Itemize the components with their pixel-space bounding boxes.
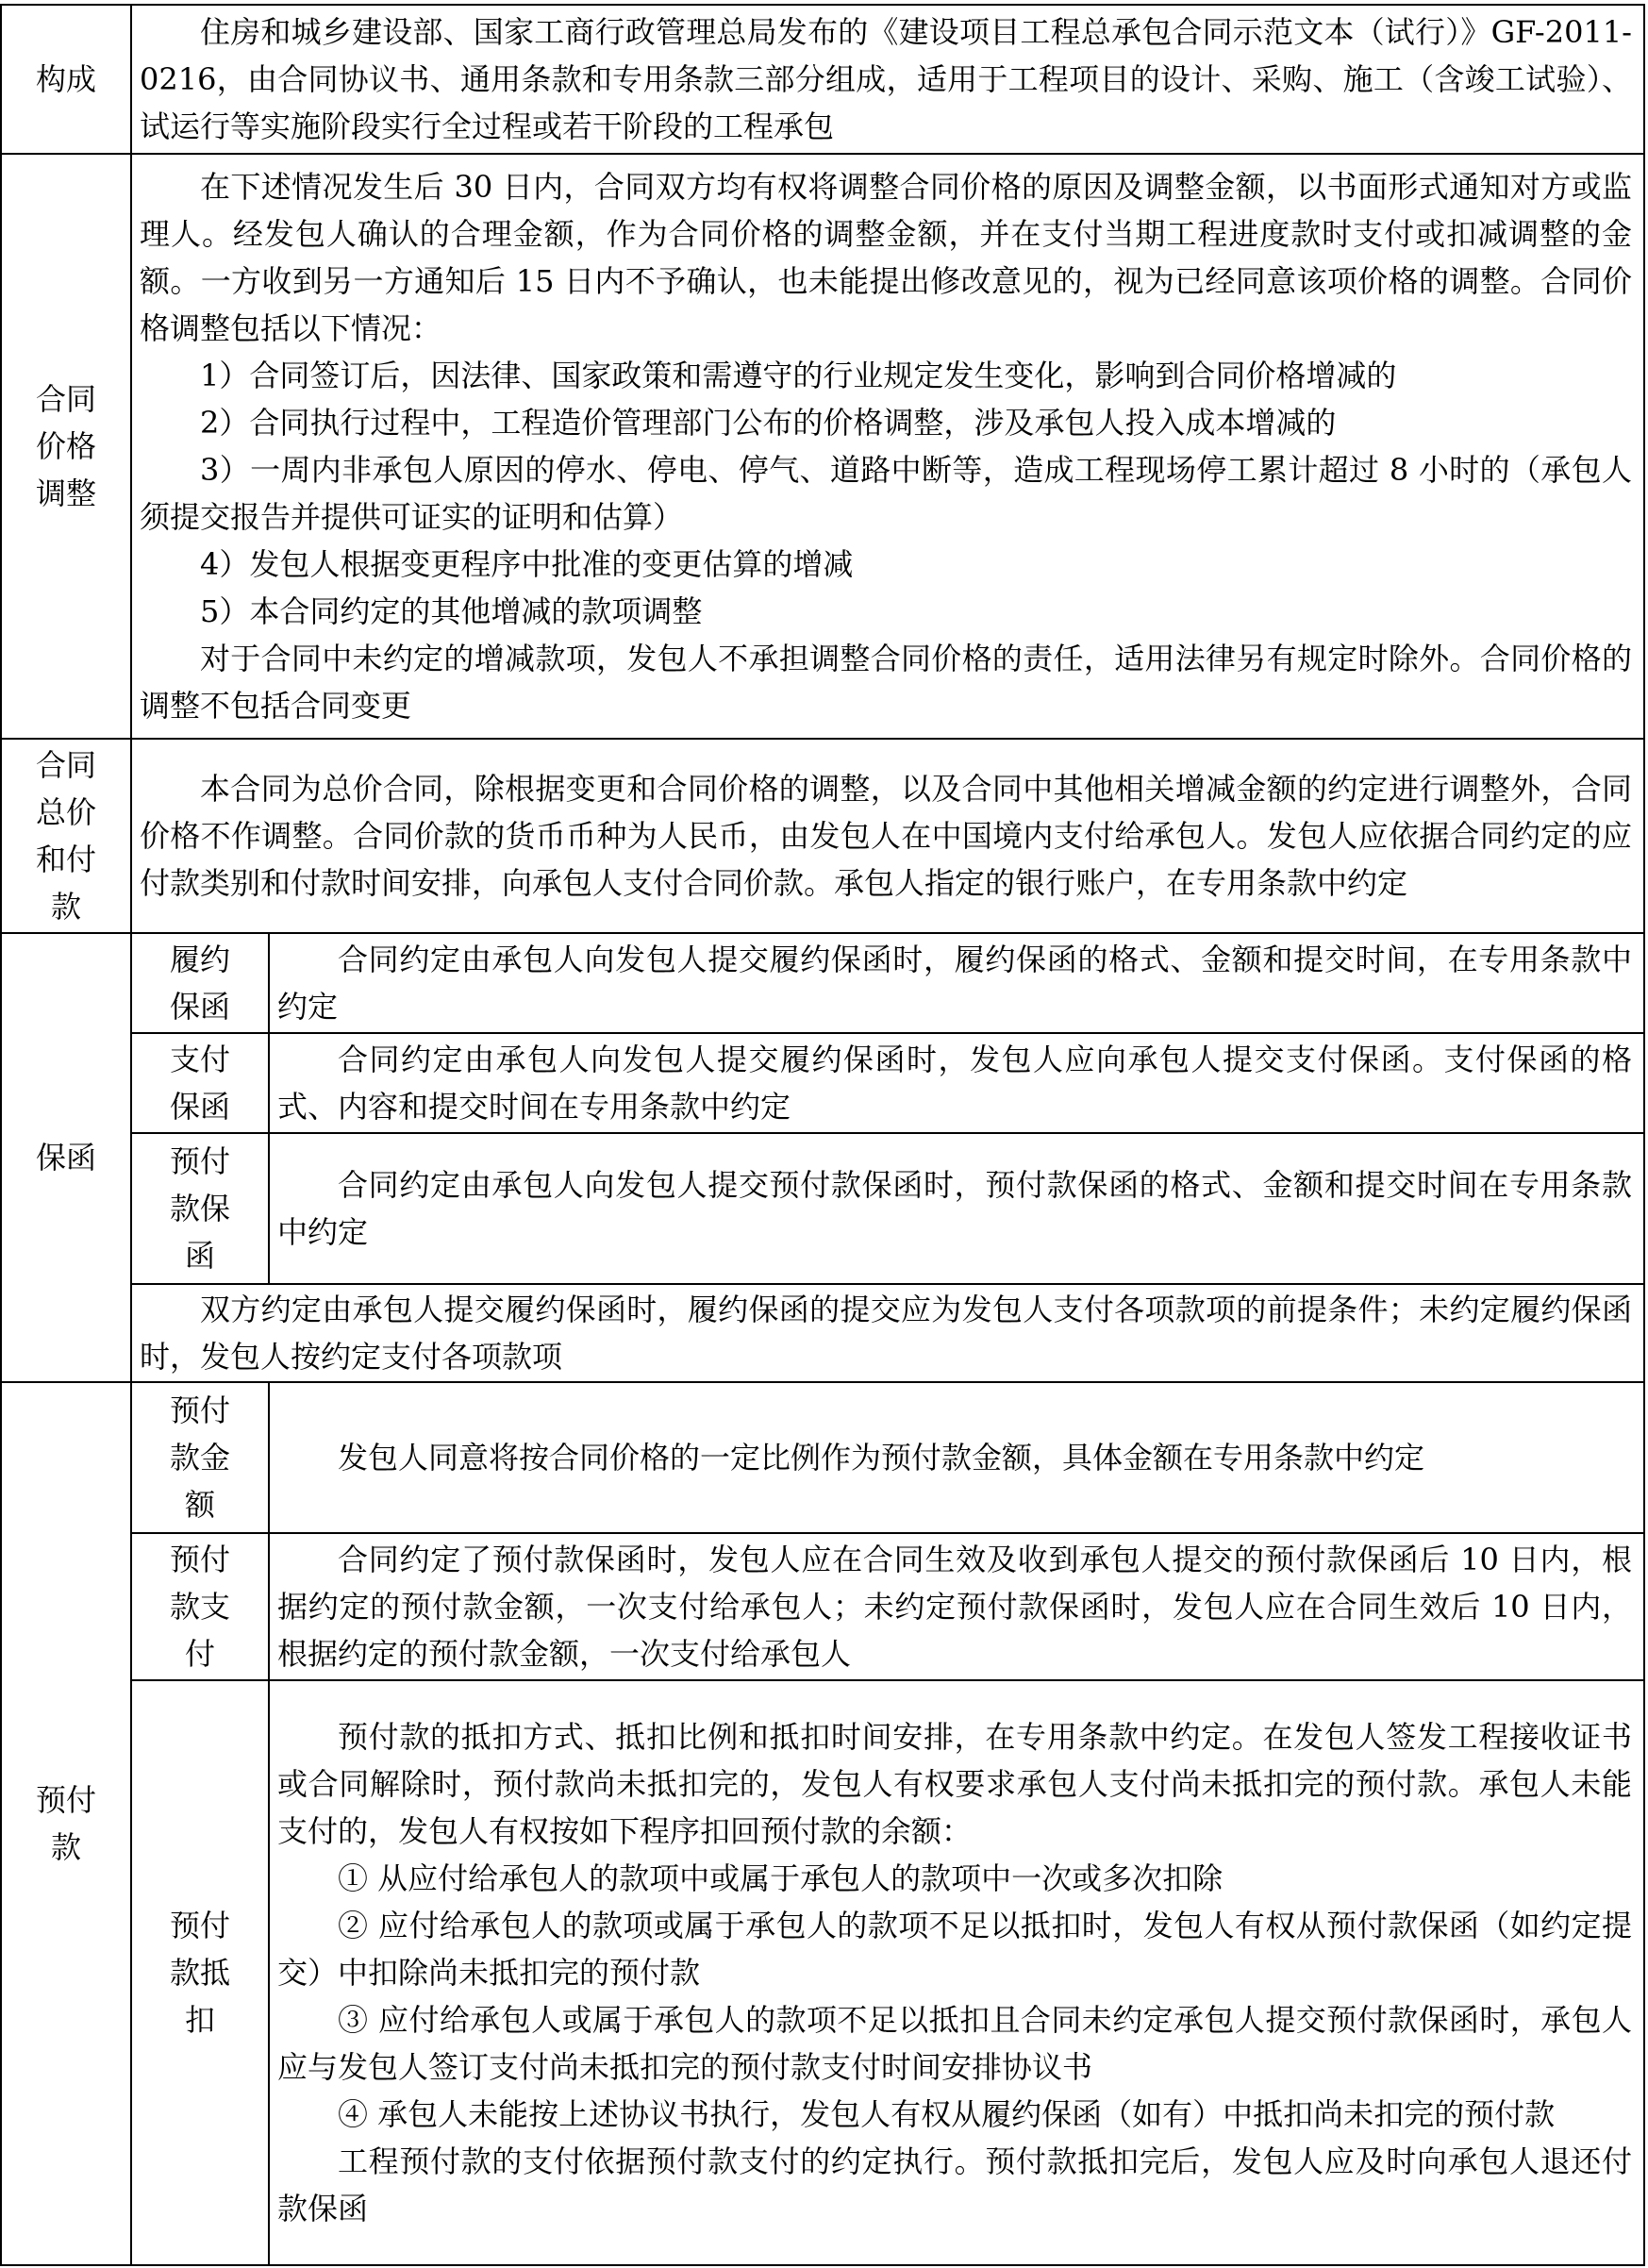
guarantee-sub-label: 预付款保函 [131,1133,269,1284]
price-adjustment-item: 4）发包人根据变更程序中批准的变更估算的增减 [200,546,854,582]
guarantee-sub-text: 合同约定由承包人向发包人提交履约保函时，发包人应向承包人提交支付保函。支付保函的格式、内容和提交时间在专用条款中约定 [269,1033,1644,1133]
advance-sub-label: 预付款抵扣 [131,1680,269,2265]
guarantee-row-advance [1,1133,1644,1284]
advance-sub-label: 预付款金额 [131,1382,269,1533]
advance-row-amount [1,1382,1644,1533]
advance-row-payment [1,1533,1644,1680]
advance-payment-text: 合同约定了预付款保函时，发包人应在合同生效及收到承包人提交的预付款保函后 10 日内，根据约定的预付款金额，一次支付给承包人；未约定预付款保函时，发包人应在合同生效后 10 日内，根据约定的预付款金额，一次支付给承包人 [269,1533,1644,1680]
guarantee-label: 保函 [1,933,131,1382]
deduction-closing: 工程预付款的支付依据预付款支付的约定执行。预付款抵扣完后，发包人应及时向承包人退还付款保函 [277,2143,1632,2226]
advance-amount-text: 发包人同意将按合同价格的一定比例作为预付款金额，具体金额在专用条款中约定 [269,1382,1644,1533]
guarantee-sub-text: 合同约定由承包人向发包人提交履约保函时，履约保函的格式、金额和提交时间，在专用条款中约定 [269,933,1644,1033]
deduction-item: ③ 应付给承包人或属于承包人的款项不足以抵扣且合同未约定承包人提交预付款保函时，承包人应与发包人签订支付尚未抵扣完的预付款支付时间安排协议书 [277,2002,1632,2085]
price-adjustment-label: 合同价格调整 [1,154,131,739]
composition-text: 住房和城乡建设部、国家工商行政管理总局发布的《建设项目工程总承包合同示范文本（试行）》GF-2011-0216，由合同协议书、通用条款和专用条款三部分组成，适用于工程项目的设计、采购、施工（含竣工试验）、试运行等实施阶段实行全过程或若干阶段的工程承包 [131,5,1644,154]
guarantee-sub-label: 履约保函 [131,933,269,1033]
guarantee-note: 双方约定由承包人提交履约保函时，履约保函的提交应为发包人支付各项款项的前提条件；未约定履约保函时，发包人按约定支付各项款项 [131,1284,1644,1382]
guarantee-sub-text: 合同约定由承包人向发包人提交预付款保函时，预付款保函的格式、金额和提交时间在专用条款中约定 [269,1133,1644,1284]
total-price-label: 合同总价和付款 [1,739,131,933]
contract-terms-table [0,4,1645,2266]
row-composition [1,5,1644,154]
composition-label: 构成 [1,5,131,154]
guarantee-row-payment [1,1033,1644,1133]
deduction-item: ① 从应付给承包人的款项中或属于承包人的款项中一次或多次扣除 [338,1860,1224,1896]
price-adjustment-item: 5）本合同约定的其他增减的款项调整 [200,593,703,629]
row-price-adjustment [1,154,1644,739]
deduction-item: ② 应付给承包人的款项或属于承包人的款项不足以抵扣时，发包人有权从预付款保函（如约定提交）中扣除尚未抵扣完的预付款 [277,1908,1632,1991]
deduction-item: ④ 承包人未能按上述协议书执行，发包人有权从履约保函（如有）中抵扣尚未扣完的预付款 [338,2096,1556,2132]
guarantee-row-note [1,1284,1644,1382]
price-adjustment-item: 3）一周内非承包人原因的停水、停电、停气、道路中断等，造成工程现场停工累计超过 8 小时的（承包人须提交报告并提供可证实的证明和估算） [140,452,1632,535]
guarantee-row-performance [1,933,1644,1033]
row-total-price [1,739,1644,933]
price-adjustment-content [131,154,1644,739]
total-price-text: 本合同为总价合同，除根据变更和合同价格的调整，以及合同中其他相关增减金额的约定进行调整外，合同价格不作调整。合同价款的货币币种为人民币，由发包人在中国境内支付给承包人。发包人应依据合同约定的应付款类别和付款时间安排，向承包人支付合同价款。承包人指定的银行账户，在专用条款中约定 [131,739,1644,933]
advance-label: 预付款 [1,1382,131,2265]
price-adjustment-intro: 在下述情况发生后 30 日内，合同双方均有权将调整合同价格的原因及调整金额，以书面形式通知对方或监理人。经发包人确认的合理金额，作为合同价格的调整金额，并在支付当期工程进度款时支付或扣减调整的金额。一方收到另一方通知后 15 日内不予确认，也未能提出修改意见的，视为已经同意该项价格的调整。合同价格调整包括以下情况： [140,169,1632,346]
advance-row-deduction [1,1680,1644,2265]
guarantee-sub-label: 支付保函 [131,1033,269,1133]
price-adjustment-closing: 对于合同中未约定的增减款项，发包人不承担调整合同价格的责任，适用法律另有规定时除外。合同价格的调整不包括合同变更 [140,641,1632,724]
advance-deduction-content [269,1680,1644,2265]
advance-sub-label: 预付款支付 [131,1533,269,1680]
price-adjustment-item: 1）合同签订后，因法律、国家政策和需遵守的行业规定发生变化，影响到合同价格增减的 [200,358,1397,393]
price-adjustment-item: 2）合同执行过程中，工程造价管理部门公布的价格调整，涉及承包人投入成本增减的 [200,405,1337,441]
deduction-intro: 预付款的抵扣方式、抵扣比例和抵扣时间安排，在专用条款中约定。在发包人签发工程接收证书或合同解除时，预付款尚未抵扣完的，发包人有权要求承包人支付尚未抵扣完的预付款。承包人未能支付的，发包人有权按如下程序扣回预付款的余额： [277,1719,1632,1849]
